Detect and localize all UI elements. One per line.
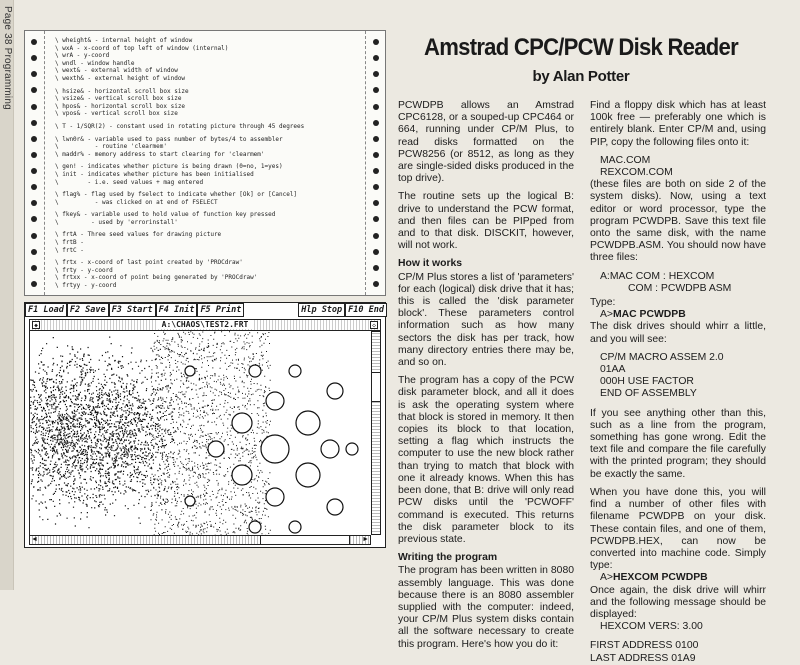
code-line: \ flag% - flag used by fselect to indicate whether [Ok] or [Cancel] <box>55 191 298 199</box>
window-title-bar[interactable] <box>29 319 381 331</box>
prompt: A> <box>600 309 613 321</box>
paragraph: (these files are both on side 2 of the system disks). Now, using a text editor or word processor, type the program PCWDPB. Save this text file onto the same disk, with the name PCWDPB.ASM. You should now have three files: <box>590 179 766 264</box>
code-line: \ vsize& - vertical scroll box size <box>55 95 182 103</box>
fractal-circle <box>289 521 301 533</box>
command: HEXCOM PCWDPB <box>613 572 708 584</box>
tractor-hole-icon <box>373 120 379 126</box>
fkey-init[interactable]: F4 Init <box>156 303 198 317</box>
tractor-hole-icon <box>31 152 37 158</box>
fractal-circle <box>232 465 252 485</box>
paragraph: Find a floppy disk which has at least 100k free — preferably one which is entirely blank. Enter CP/M and, using PIP, copy the following files onto it: <box>590 100 766 148</box>
tractor-hole-icon <box>373 104 379 110</box>
paragraph: The program has a copy of the PCW disk parameter block, and all it does is ask the operating system where that block is stored in memory. It then copies its block to that location, setting a flag which instructs the computer to use the new block rather than trying to match that block with one it already knows. When this has been done, that B: drive will only read PCW disks until the 'PCWOFF' command is executed. This returns the disk parameter block to its previous state. <box>398 375 574 545</box>
tractor-hole-icon <box>31 184 37 190</box>
code-line: \ wexth& - external height of window <box>55 74 186 82</box>
fractal-circle <box>327 499 343 515</box>
tractor-hole-icon <box>31 136 37 142</box>
output-line: FIRST ADDRESS 0100 <box>590 640 699 652</box>
tractor-hole-icon <box>373 168 379 174</box>
output-line: HEXCOM VERS: 3.00 <box>600 621 703 633</box>
article-byline: by Alan Potter <box>532 68 630 85</box>
tractor-holes-right <box>369 39 383 287</box>
program-screenshot <box>24 302 386 548</box>
fractal-circle <box>327 383 343 399</box>
close-box-icon[interactable]: ◆ <box>32 321 40 329</box>
tractor-hole-icon <box>31 216 37 222</box>
fkey-print[interactable]: F5 Print <box>197 303 244 317</box>
tractor-hole-icon <box>31 39 37 45</box>
vertical-scrollbar[interactable] <box>371 331 381 535</box>
paragraph: When you have done this, you will find a number of other files with filename PCWDPB on your disk. These contain files, and one of them, PCWDPB.HEX, can now be converted into machine code. Simply type: <box>590 486 766 572</box>
fractal-canvas <box>30 331 360 535</box>
fractal-circle <box>266 392 284 410</box>
output-line: END OF ASSEMBLY <box>600 388 697 400</box>
tractor-hole-icon <box>31 233 37 239</box>
code-line: \ frtyy - y-coord <box>55 282 117 290</box>
program-printout <box>24 30 386 296</box>
file-name: MAC.COM <box>600 154 651 166</box>
tractor-hole-icon <box>31 168 37 174</box>
perforation-right <box>365 31 366 295</box>
tractor-hole-icon <box>31 71 37 77</box>
fractal-circle <box>249 365 261 377</box>
file-list-line: A:MAC COM : HEXCOM <box>600 270 715 282</box>
tractor-hole-icon <box>31 265 37 271</box>
vertical-scroll-thumb[interactable] <box>372 372 380 402</box>
fuller-box-icon[interactable]: ◇ <box>370 321 378 329</box>
tractor-hole-icon <box>31 55 37 61</box>
code-line: \ gen! - indicates whether picture is being drawn (0=no, 1=yes) <box>55 163 283 171</box>
code-line: \ fkey& - variable used to hold value of function key pressed <box>55 211 276 219</box>
tractor-hole-icon <box>373 200 379 206</box>
horizontal-scrollbar[interactable] <box>29 535 371 545</box>
code-line: \ T - 1/SQR(2) - constant used in rotating picture through 45 degrees <box>55 122 305 130</box>
fkey-save[interactable]: F2 Save <box>67 303 109 317</box>
code-line: \ - was clicked on at end of FSELECT <box>55 198 218 206</box>
tractor-hole-icon <box>373 71 379 77</box>
fkey-start[interactable]: F3 Start <box>109 303 156 317</box>
fractal-circle <box>296 411 320 435</box>
paragraph: The routine sets up the logical B: drive to understand the PCW format, and then files can be PIPped from and to that disk. DISCKIT, however, will not work. <box>398 191 574 252</box>
tractor-hole-icon <box>373 152 379 158</box>
prompt: A> <box>600 572 613 584</box>
code-line: \ wext& - external width of window <box>55 67 178 75</box>
code-listing <box>55 37 359 291</box>
fractal-circle <box>321 440 339 458</box>
horizontal-scroll-thumb[interactable] <box>260 536 350 544</box>
tractor-hole-icon <box>373 281 379 287</box>
tractor-hole-icon <box>31 120 37 126</box>
tractor-hole-icon <box>31 281 37 287</box>
fractal-image <box>29 331 371 535</box>
output-line: LAST ADDRESS 01A9 <box>590 652 696 664</box>
tractor-hole-icon <box>31 200 37 206</box>
fractal-circle <box>266 488 284 506</box>
tractor-hole-icon <box>373 216 379 222</box>
paragraph: The disk drives should whirr a little, and you will see: <box>590 321 766 345</box>
article-column-1 <box>398 100 574 657</box>
fractal-dots <box>30 331 271 536</box>
function-key-bar <box>25 303 387 317</box>
tractor-hole-icon <box>31 104 37 110</box>
window-title: A:\CHAOS\TEST2.FRT <box>158 320 253 329</box>
code-line: \ frtA - Three seed values for drawing picture <box>55 231 222 239</box>
paragraph: The program has been written in 8080 assembly language. This was done because there is an 8080 assembler supplied with the computer: indeed, your CP/M Plus system disks contain all the software necessary to create this program. Here's how you do it: <box>398 565 574 650</box>
tractor-hole-icon <box>373 265 379 271</box>
command-line <box>600 572 766 584</box>
code-line: \ maddr% - memory address to start clearing for 'clearmem' <box>55 150 265 158</box>
fkey-end[interactable]: F10 End <box>345 303 387 317</box>
scroll-right-icon[interactable]: ► <box>362 536 369 543</box>
fkey-load[interactable]: F1 Load <box>25 303 67 317</box>
tractor-hole-icon <box>373 136 379 142</box>
running-head: Page 38 Programming <box>2 6 13 110</box>
code-line: \ wrA - y-coord <box>55 52 110 60</box>
output-line: 000H USE FACTOR <box>600 376 694 388</box>
article-title: Amstrad CPC/PCW Disk Reader <box>424 34 738 61</box>
scroll-left-icon[interactable]: ◄ <box>31 536 38 543</box>
tractor-hole-icon <box>31 87 37 93</box>
code-line: \ frtB - <box>55 239 84 247</box>
article-column-2 <box>590 100 766 665</box>
fractal-circle <box>208 441 224 457</box>
code-line: \ hpos& - horizontal scroll box size <box>55 102 186 110</box>
command-line <box>600 309 766 321</box>
tractor-holes-left <box>27 39 41 287</box>
paragraph: If you see anything other than this, such as a line from the program, something has gone wrong. Edit the text file and compare the file carefully with the printed program; they should be exactly the same. <box>590 407 766 480</box>
fractal-circle <box>261 435 289 463</box>
perforation-left <box>44 31 45 295</box>
code-line: \ init - indicates whether picture has been initialised <box>55 170 254 178</box>
command: MAC PCWDPB <box>613 309 686 321</box>
fractal-circle <box>232 413 252 433</box>
code-line: \ - routine 'clearmem' <box>55 143 167 151</box>
code-line: \ wheight& - internal height of window <box>55 37 193 44</box>
code-line: \ wxA - x-coord of top left of window (internal) <box>55 44 229 52</box>
tractor-hole-icon <box>373 39 379 45</box>
fractal-circle <box>346 443 358 455</box>
output-line: CP/M MACRO ASSEM 2.0 <box>600 351 724 363</box>
tractor-hole-icon <box>373 87 379 93</box>
tractor-hole-icon <box>31 249 37 255</box>
code-line: \ frtC - <box>55 246 84 254</box>
subheading: How it works <box>398 258 463 270</box>
file-list-line: COM : PCWDPB ASM <box>628 282 732 294</box>
code-line: \ - i.e. seed values + mag entered <box>55 178 204 186</box>
fractal-circle <box>249 521 261 533</box>
code-line: \ frty - y-coord <box>55 266 113 274</box>
tractor-hole-icon <box>373 55 379 61</box>
fractal-circle <box>289 365 301 377</box>
fkey-help-stop[interactable]: Hlp Stop <box>298 303 345 317</box>
fractal-circle <box>296 463 320 487</box>
subheading: Writing the program <box>398 552 498 564</box>
code-line: \ - used by 'errorinstall' <box>55 218 178 226</box>
fractal-circle <box>185 366 195 376</box>
code-line: \ frtx - x-coord of last point created by 'PROCdraw' <box>55 259 243 267</box>
code-line: \ lwn0r& - variable used to pass number of bytes/4 to assembler <box>55 135 283 143</box>
output-line: 01AA <box>600 364 626 376</box>
paragraph: CP/M Plus stores a list of 'parameters' for each (logical) disk drive that it has; this is called the 'disk parameter block'. These parameters control information such as how many sectors the disk has per track, how many directory entries there may be, and so on. <box>398 271 574 369</box>
code-line: \ vpos& - vertical scroll box size <box>55 110 178 118</box>
code-line: \ frtxx - x-coord of point being generated by 'PROCdraw' <box>55 274 258 282</box>
instruction: Type: <box>590 297 616 309</box>
tractor-hole-icon <box>373 184 379 190</box>
tractor-hole-icon <box>373 249 379 255</box>
paragraph: PCWDPB allows an Amstrad CPC6128, or a souped-up CPC464 or 664, running under CP/M Plus, to read disks formatted on the PCW8256 (or 8512, as long as they are single-sided disks produced in the top drive). <box>398 100 574 185</box>
code-line: \ hsize& - horizontal scroll box size <box>55 87 189 95</box>
file-name: REXCOM.COM <box>600 167 673 179</box>
fractal-circle <box>185 496 195 506</box>
tractor-hole-icon <box>373 233 379 239</box>
paragraph: Once again, the disk drive will whirr and the following message should be displayed: <box>590 584 766 620</box>
code-line: \ wndl - window handle <box>55 59 135 67</box>
